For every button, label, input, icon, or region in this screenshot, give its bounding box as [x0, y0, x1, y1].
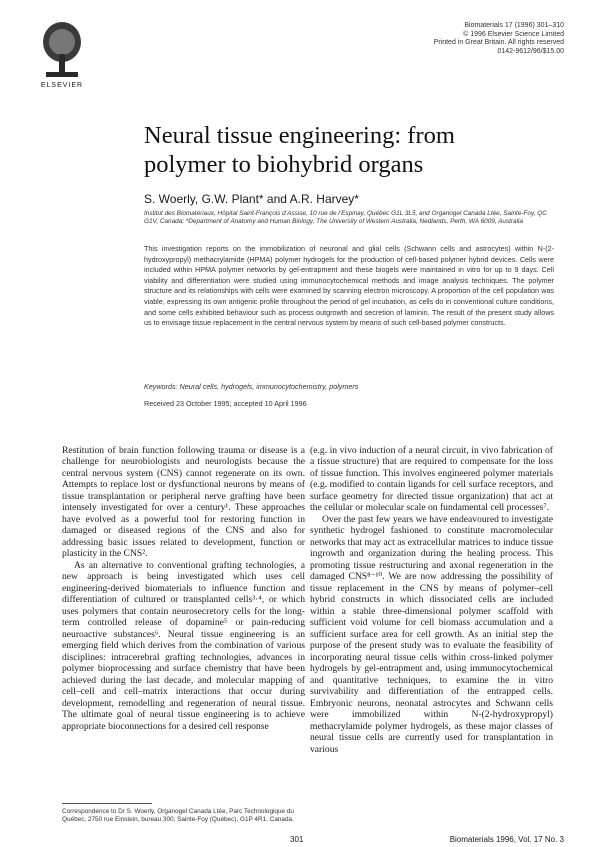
author-affiliation: Institut des Biomatériaux, Hôpital Saint-François d’Assise, 10 rue de l’Espinay, Québec G1L 3L5, and Organogel Canada Ltée, Sainte-Foy, QC G1V, Canada; *Department of Anatomy and Human Biology, The University of Western Australia, Nedlands, Perth, WA 6009, Australia [144, 210, 547, 225]
issn-line: 0142-9612/96/$15.00 [497, 47, 564, 55]
footnote-divider [62, 803, 152, 804]
page-number: 301 [290, 835, 304, 844]
article-authors: S. Woerly, G.W. Plant* and A.R. Harvey* [144, 192, 359, 206]
body-column-left [62, 445, 305, 732]
journal-meta [414, 22, 564, 56]
journal-footer: Biomaterials 1996, Vol. 17 No. 3 [449, 835, 564, 844]
received-dates: Received 23 October 1995; accepted 10 April 1996 [144, 399, 307, 408]
elsevier-tree-logo-icon [40, 18, 84, 82]
keywords: Keywords: Neural cells, hydrogels, immunocytochemistry, polymers [144, 382, 359, 391]
body-paragraph: As an alternative to conventional grafting technologies, a new approach is being investigated which uses cell engineering-derived biomaterials to influence function and differentiation of cultured or transplanted cells³·⁴, or which uses polymers that contain neurosecretory cells for the long-term controlled release of dopamine⁵ or pain-reducing neuroactive substances⁶. Neural tissue engineering is an emerging field which derives from the combination of various disciplines: intracerebral grafting technologies, advances in polymer bioprocessing and surface chemistry that have been achieved during the last decade, and molecular mapping of cell–cell and cell–matrix interactions that occur during development, remodelling and regeneration of neural tissue. The ultimate goal of neural tissue engineering is to achieve appropriate bioconnections for a desired cell response [62, 559, 305, 732]
body-paragraph: (e.g. in vivo induction of a neural circuit, in vivo fabrication of a tissue structure) that are required to compensate for the loss of tissue function. This involves engineered polymer materials (e.g. modified to contain ligands for cell surface receptors, and surface geometry for directed tissue organization) that act at the cellular or molecular scale on fundamental cell processes⁷. [310, 445, 553, 514]
abstract: This investigation reports on the immobilization of neuronal and glial cells (Schwann cells and astrocytes) within N-(2-hydroxypropyl) methacrylamide (HPMA) polymer hydrogels for the production of cell-based polymer hybrid devices. Cells were included within HPMA polymer networks by gel-entrapment and these biogels were maintained in vitro for up to 9 days. Cell viability and differentiation were studied using immunocytochemical methods and image analysis techniques. The polymer structure and its relationships with cells were examined by scanning electron microscopy. A proportion of the cell population was viable, expressing its own antigenic profile throughout the period of gel incubation, as cells do in conventional culture conditions, and some cells exhibited behaviour such as process outgrowth and secretion of laminin. The result of the present study allows us to envisage tissue replacement in the central nervous system by means of such cell-based polymer constructs. [144, 244, 554, 328]
copyright-line: © 1996 Elsevier Science Limited [463, 30, 564, 38]
correspondence-footnote: Correspondence to Dr S. Woerly, Organogel Canada Ltée, Parc Technologique du Québec, 2750 rue Einstein, bureau 300, Sainte-Foy (Québec), G1P 4R1, Canada. [62, 808, 294, 823]
journal-citation: Biomaterials 17 (1996) 301–310 [464, 22, 564, 29]
article-title: Neural tissue engineering: from polymer to biohybrid organs [144, 122, 455, 178]
publisher-name: ELSEVIER [40, 82, 84, 89]
body-paragraph: Over the past few years we have endeavoured to investigate synthetic hydrogel fashioned to constitute macromolecular networks that may act as extracellular matrices to induce tissue ingrowth and organization during the healing process. This promoting tissue restructuring and axonal regeneration in the damaged CNS⁸⁻¹⁰. We are now addressing the possibility of tissue replacement in the CNS by means of polymer–cell hybrid constructs in which dissociated cells are included within a stable three-dimensional polymer scaffold with sufficient void volume for cell biomass accumulation and a sufficient surface area for cell growth. As an initial step the purpose of the present study was to evaluate the feasibility of incorporating neural tissue cells within cross-linked polymer hydrogels by gel-entrapment and, using immunocytochemical and quantitative techniques, to examine the in vitro survivability and differentiation of the entrapped cells. Embryonic neurons, neonatal astrocytes and Schwann cells were immobilized within N-(2-hydroxypropyl) methacrylamide polymer hydrogels, as these major classes of neural tissue cells are currently used for transplantation in various [310, 513, 553, 755]
body-paragraph: Restitution of brain function following trauma or disease is a challenge for neurobiologists and neurologists because the central nervous system (CNS) cannot regenerate on its own. Attempts to replace lost or dysfunctional neurons by means of tissue transplantation or peripheral nerve grafting have been intensely investigated for over a century¹. These approaches have evolved as a powerful tool for restoring function in damaged or diseased regions of the CNS and also for addressing basic issues related to development, function or plasticity in the CNS². [62, 445, 305, 560]
printed-line: Printed in Great Britain. All rights reserved [433, 39, 564, 47]
body-column-right [310, 445, 553, 755]
